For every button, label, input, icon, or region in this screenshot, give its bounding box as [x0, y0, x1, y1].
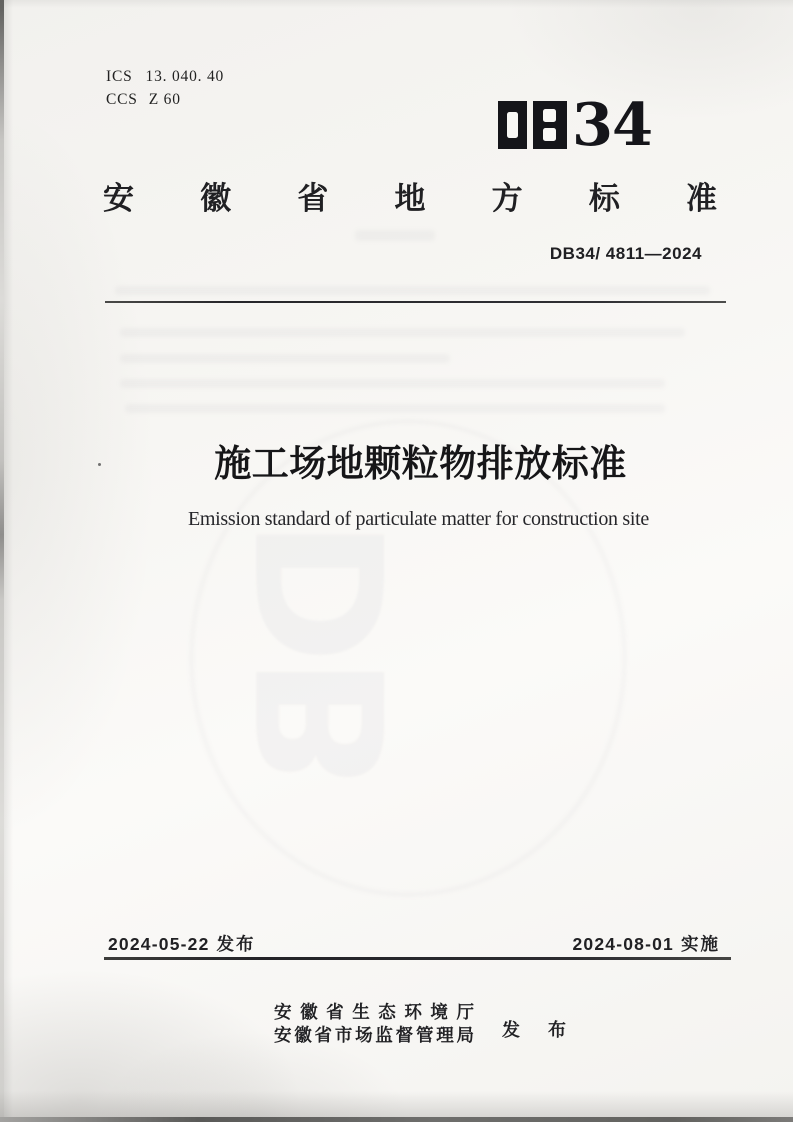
issue-label: 发布	[216, 934, 256, 954]
page-showthrough-line	[125, 404, 665, 413]
standard-category-title: 安徽省地方标准	[103, 181, 717, 216]
implement-label: 实施	[681, 934, 720, 954]
publisher-line-2: 安徽省市场监督管理局	[274, 1025, 474, 1045]
page-showthrough-line	[120, 328, 685, 337]
paper-speck	[98, 463, 101, 466]
document-title-cn: 施工场地颗粒物排放标准	[214, 443, 627, 484]
standard-code: DB34/ 4811—2024	[549, 244, 702, 263]
issue-date-line	[108, 931, 256, 956]
dates-row	[108, 931, 720, 956]
publisher-line-1: 安徽省生态环境厅	[274, 1002, 474, 1022]
db-logo-glyph	[498, 101, 569, 149]
document-title-en: Emission standard of particulate matter for construction site	[187, 508, 649, 530]
classification-codes	[106, 65, 224, 111]
db34-logo	[498, 90, 668, 159]
publisher-block	[274, 1001, 474, 1047]
ccs-value: Z 60	[148, 91, 181, 108]
header-rule	[105, 301, 726, 303]
ccs-line	[106, 88, 224, 111]
ics-line	[106, 65, 224, 88]
db34-logo-number: 34	[572, 90, 653, 159]
ccs-label: CCS	[106, 91, 138, 108]
ics-value: 13. 040. 40	[145, 68, 225, 85]
scan-edge-left-shadow	[4, 0, 13, 1122]
implement-date: 2024-08-01	[572, 934, 674, 954]
implement-date-line	[572, 931, 720, 956]
page-showthrough-line	[355, 230, 435, 241]
publish-action-label: 发布	[502, 1020, 566, 1040]
page-showthrough-line	[115, 286, 710, 295]
footer-rule	[104, 957, 731, 960]
seal-showthrough	[190, 420, 626, 896]
scan-edge-bottom	[0, 1117, 793, 1122]
issue-date: 2024-05-22	[108, 934, 210, 954]
page-showthrough-line	[120, 354, 450, 363]
db-watermark-showthrough: DB	[223, 518, 426, 782]
scan-edge-left	[0, 0, 4, 1122]
ics-label: ICS	[106, 68, 133, 85]
scan-edge-bottom-shadow	[0, 1091, 793, 1117]
page-showthrough-line	[120, 379, 665, 388]
scan-edge-top-shadow	[0, 0, 793, 8]
